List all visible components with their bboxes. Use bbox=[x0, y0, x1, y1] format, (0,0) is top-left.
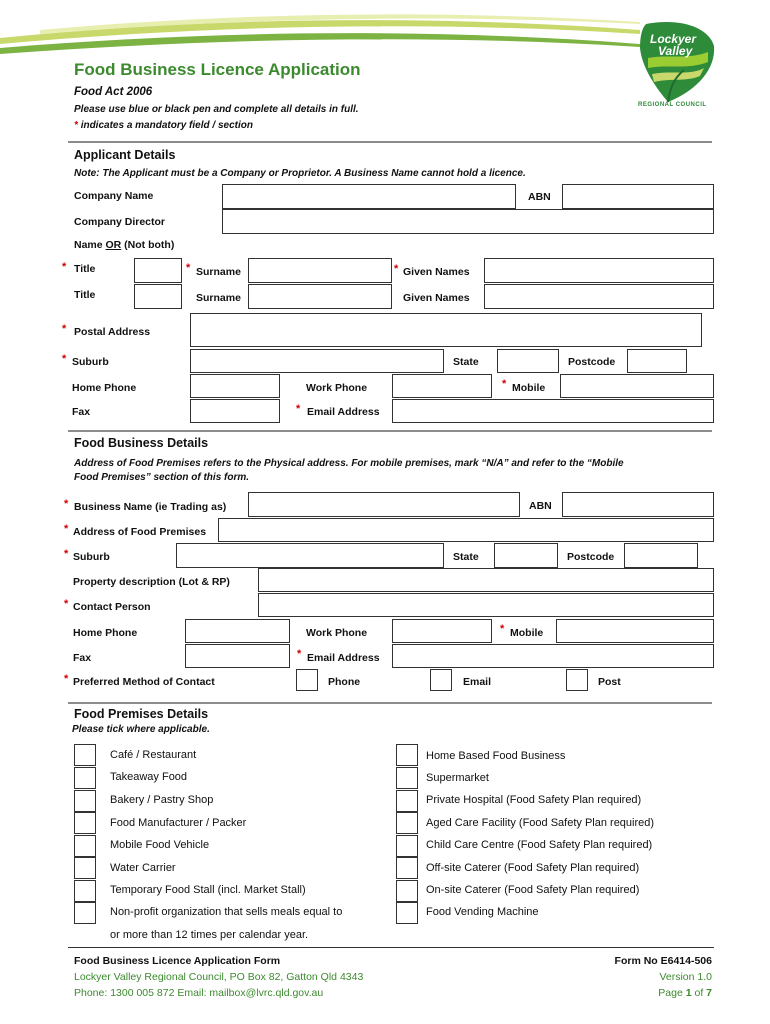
option-private-hospital-checkbox[interactable] bbox=[396, 790, 418, 812]
premises-instruction: Please tick where applicable. bbox=[72, 724, 210, 735]
option-non-profit-checkbox[interactable] bbox=[74, 902, 96, 924]
option-home-based-checkbox[interactable] bbox=[396, 744, 418, 766]
business-fax-label: Fax bbox=[73, 652, 92, 664]
business-email-label: Email Address bbox=[307, 652, 380, 664]
footer-page-number bbox=[658, 987, 712, 999]
business-name-field[interactable] bbox=[248, 492, 520, 517]
footer-contact: Phone: 1300 005 872 Email: mailbox@lvrc.qld.gov.au bbox=[74, 987, 324, 999]
applicant-state-label: State bbox=[453, 356, 479, 368]
option-off-site-caterer-label: Off-site Caterer (Food Safety Plan required) bbox=[426, 862, 640, 874]
surname-2-label: Surname bbox=[196, 292, 241, 304]
business-heading: Food Business Details bbox=[74, 436, 209, 450]
option-aged-care-label: Aged Care Facility (Food Safety Plan required) bbox=[426, 817, 655, 829]
property-description-label: Property description (Lot & RP) bbox=[73, 576, 230, 588]
business-work-phone-field[interactable] bbox=[392, 619, 492, 643]
option-cafe-label: Café / Restaurant bbox=[110, 749, 197, 761]
option-on-site-caterer-label: On-site Caterer (Food Safety Plan required) bbox=[426, 884, 640, 896]
applicant-work-phone-label: Work Phone bbox=[306, 382, 368, 394]
company-director-label: Company Director bbox=[74, 216, 166, 228]
business-fax-field[interactable] bbox=[185, 644, 290, 668]
given-names-1-label: Given Names bbox=[403, 266, 470, 278]
footer-rule bbox=[68, 947, 714, 948]
page-total: 7 bbox=[706, 987, 712, 999]
applicant-home-phone-field[interactable] bbox=[190, 374, 280, 398]
given-names-2-label: Given Names bbox=[403, 292, 470, 304]
contact-post-label: Post bbox=[598, 676, 621, 688]
option-takeaway-checkbox[interactable] bbox=[74, 767, 96, 789]
footer-version: Version 1.0 bbox=[659, 971, 712, 983]
business-home-phone-label: Home Phone bbox=[73, 627, 138, 639]
contact-post-checkbox[interactable] bbox=[566, 669, 588, 691]
applicant-mobile-star: * bbox=[502, 378, 507, 390]
contact-email-label: Email bbox=[463, 676, 492, 688]
applicant-fax-field[interactable] bbox=[190, 399, 280, 423]
business-email-star: * bbox=[297, 648, 302, 660]
option-child-care-label: Child Care Centre (Food Safety Plan required) bbox=[426, 839, 653, 851]
premises-address-field[interactable] bbox=[218, 518, 714, 542]
footer-form-no: Form No E6414-506 bbox=[614, 955, 712, 967]
option-water-carrier-checkbox[interactable] bbox=[74, 857, 96, 879]
pen-instruction: Please use blue or black pen and complete all details in full. bbox=[74, 104, 359, 115]
premises-heading: Food Premises Details bbox=[74, 707, 209, 721]
title-2-field[interactable] bbox=[134, 284, 182, 309]
page-prefix: Page bbox=[658, 987, 686, 999]
surname-1-field[interactable] bbox=[248, 258, 392, 283]
option-water-carrier-label: Water Carrier bbox=[110, 862, 176, 874]
footer-address: Lockyer Valley Regional Council, PO Box 82, Gatton Qld 4343 bbox=[74, 971, 364, 983]
contact-phone-label: Phone bbox=[328, 676, 361, 688]
option-cafe-checkbox[interactable] bbox=[74, 744, 96, 766]
option-mobile-vehicle-label: Mobile Food Vehicle bbox=[110, 839, 210, 851]
premises-rule bbox=[68, 702, 712, 704]
footer-form-title: Food Business Licence Application Form bbox=[74, 955, 281, 967]
postal-address-label: Postal Address bbox=[74, 326, 151, 338]
given-names-2-field[interactable] bbox=[484, 284, 714, 309]
applicant-mobile-label: Mobile bbox=[512, 382, 546, 394]
applicant-heading: Applicant Details bbox=[74, 148, 176, 162]
option-home-based-label: Home Based Food Business bbox=[426, 750, 566, 762]
business-rule bbox=[68, 430, 712, 432]
applicant-postcode-field[interactable] bbox=[627, 349, 687, 373]
option-bakery-label: Bakery / Pastry Shop bbox=[110, 794, 214, 806]
applicant-suburb-field[interactable] bbox=[190, 349, 444, 373]
postal-address-star: * bbox=[62, 323, 67, 335]
business-state-label: State bbox=[453, 551, 479, 563]
contact-email-checkbox[interactable] bbox=[430, 669, 452, 691]
contact-person-star: * bbox=[64, 598, 69, 610]
company-name-label: Company Name bbox=[74, 190, 154, 202]
property-description-field[interactable] bbox=[258, 568, 714, 592]
applicant-postcode-label: Postcode bbox=[568, 356, 616, 368]
option-takeaway-label: Takeaway Food bbox=[110, 771, 188, 783]
option-temporary-stall-label: Temporary Food Stall (incl. Market Stall) bbox=[110, 884, 306, 896]
applicant-suburb-star: * bbox=[62, 353, 67, 365]
option-supermarket-label: Supermarket bbox=[426, 772, 489, 784]
applicant-state-field[interactable] bbox=[497, 349, 559, 373]
company-director-field[interactable] bbox=[222, 209, 714, 234]
business-mobile-label: Mobile bbox=[510, 627, 544, 639]
page-of: of bbox=[691, 987, 707, 999]
business-name-star: * bbox=[64, 498, 69, 510]
applicant-email-field[interactable] bbox=[392, 399, 714, 423]
name-or-label bbox=[74, 239, 174, 251]
applicant-note: Note: The Applicant must be a Company or Proprietor. A Business Name cannot hold a licence. bbox=[74, 168, 526, 179]
applicant-rule bbox=[68, 141, 712, 143]
name-or-suffix: (Not both) bbox=[121, 239, 175, 251]
title-1-star: * bbox=[62, 261, 67, 273]
company-abn-label: ABN bbox=[528, 191, 551, 203]
applicant-email-star: * bbox=[296, 403, 301, 415]
option-bakery-checkbox[interactable] bbox=[74, 790, 96, 812]
business-note-line2: Food Premises” section of this form. bbox=[74, 472, 250, 483]
mandatory-note-text: indicates a mandatory field / section bbox=[80, 120, 253, 131]
business-abn-label: ABN bbox=[529, 500, 552, 512]
business-note-line1: Address of Food Premises refers to the Physical address. For mobile premises, mark “N/A” and refer to the “Mobile bbox=[74, 458, 624, 469]
business-email-field[interactable] bbox=[392, 644, 714, 668]
applicant-email-label: Email Address bbox=[307, 406, 380, 418]
preferred-contact-star: * bbox=[64, 673, 69, 685]
premises-address-label: Address of Food Premises bbox=[73, 526, 207, 538]
applicant-mobile-field[interactable] bbox=[560, 374, 714, 398]
surname-2-field[interactable] bbox=[248, 284, 392, 309]
contact-phone-checkbox[interactable] bbox=[296, 669, 318, 691]
logo-text-valley: Valley bbox=[658, 44, 693, 58]
logo-text-lockyer: Lockyer bbox=[650, 32, 697, 46]
option-vending-machine-checkbox[interactable] bbox=[396, 902, 418, 924]
option-vending-machine-label: Food Vending Machine bbox=[426, 906, 539, 918]
company-name-field[interactable] bbox=[222, 184, 516, 209]
option-mobile-vehicle-checkbox[interactable] bbox=[74, 835, 96, 857]
option-manufacturer-label: Food Manufacturer / Packer bbox=[110, 817, 247, 829]
contact-person-label: Contact Person bbox=[73, 601, 151, 613]
surname-1-label: Surname bbox=[196, 266, 241, 278]
contact-person-field[interactable] bbox=[258, 593, 714, 617]
postal-address-field[interactable] bbox=[190, 313, 702, 347]
applicant-work-phone-field[interactable] bbox=[392, 374, 492, 398]
name-or-word: OR bbox=[105, 239, 122, 251]
option-non-profit-continuation: or more than 12 times per calendar year. bbox=[110, 929, 309, 941]
council-logo bbox=[628, 18, 718, 110]
business-mobile-field[interactable] bbox=[556, 619, 714, 643]
business-work-phone-label: Work Phone bbox=[306, 627, 368, 639]
option-on-site-caterer-checkbox[interactable] bbox=[396, 880, 418, 902]
given-names-1-star: * bbox=[394, 263, 399, 275]
option-aged-care-checkbox[interactable] bbox=[396, 812, 418, 834]
title-1-field[interactable] bbox=[134, 258, 182, 283]
given-names-1-field[interactable] bbox=[484, 258, 714, 283]
option-off-site-caterer-checkbox[interactable] bbox=[396, 857, 418, 879]
title-1-label: Title bbox=[74, 263, 96, 275]
option-manufacturer-checkbox[interactable] bbox=[74, 812, 96, 834]
preferred-contact-label: Preferred Method of Contact bbox=[73, 676, 215, 688]
applicant-fax-label: Fax bbox=[72, 406, 91, 418]
applicant-suburb-label: Suburb bbox=[72, 356, 109, 368]
company-abn-field[interactable] bbox=[562, 184, 714, 209]
mandatory-star: * bbox=[74, 120, 78, 131]
option-private-hospital-label: Private Hospital (Food Safety Plan required) bbox=[426, 794, 642, 806]
premises-address-star: * bbox=[64, 523, 69, 535]
page-current: 1 bbox=[685, 987, 692, 999]
business-suburb-field[interactable] bbox=[176, 543, 444, 568]
business-mobile-star: * bbox=[500, 623, 505, 635]
applicant-home-phone-label: Home Phone bbox=[72, 382, 137, 394]
option-supermarket-checkbox[interactable] bbox=[396, 767, 418, 789]
business-suburb-label: Suburb bbox=[73, 551, 110, 563]
title-2-label: Title bbox=[74, 289, 96, 301]
business-home-phone-field[interactable] bbox=[185, 619, 290, 643]
mandatory-note bbox=[74, 120, 253, 131]
business-postcode-label: Postcode bbox=[567, 551, 615, 563]
business-name-label: Business Name (ie Trading as) bbox=[74, 501, 227, 513]
option-child-care-checkbox[interactable] bbox=[396, 835, 418, 857]
option-temporary-stall-checkbox[interactable] bbox=[74, 880, 96, 902]
name-or-prefix: Name bbox=[74, 239, 106, 251]
page-title: Food Business Licence Application bbox=[74, 60, 361, 79]
surname-1-star: * bbox=[186, 262, 191, 274]
act-name: Food Act 2006 bbox=[74, 86, 153, 98]
business-suburb-star: * bbox=[64, 548, 69, 560]
business-postcode-field[interactable] bbox=[624, 543, 698, 568]
logo-subtext: REGIONAL COUNCIL bbox=[638, 102, 707, 108]
business-abn-field[interactable] bbox=[562, 492, 714, 517]
business-state-field[interactable] bbox=[494, 543, 558, 568]
option-non-profit-label: Non-profit organization that sells meals equal to bbox=[110, 906, 343, 918]
